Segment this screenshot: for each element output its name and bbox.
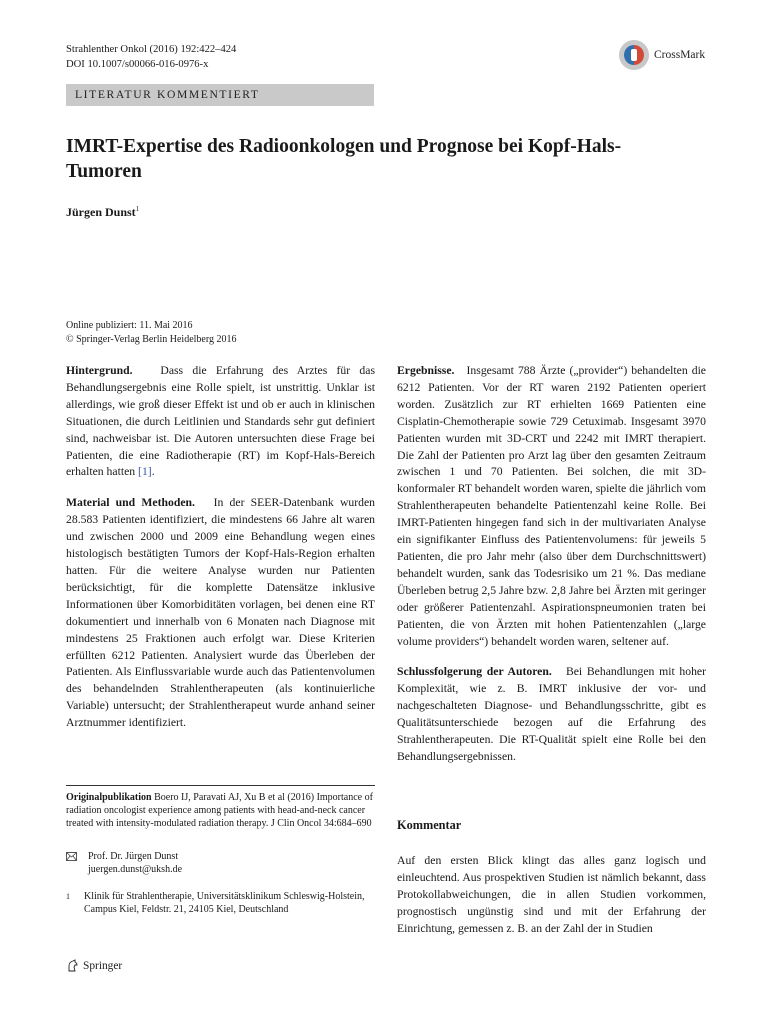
ergebnisse-text: Insgesamt 788 Ärzte („provider“) behandelten die 6212 Patienten. Vor der RT waren 2192 Patienten operiert worden. Zusätzlich zur RT erhielten 1669 Patienten eine Cisplatin-Chemotherapie sowie 729 Cetuximab. Insgesamt 3970 Patienten wurden mit 3D-CRT und 2242 mit IMRT therapiert. Die Zahl der Patienten pro Arzt lag über den gesamten Zeitraum zwischen 1 und 70 Patienten. Bei solchen, die mit 3D-konformaler RT behandelt worden waren, spielte die jährlich vom Strahlentherapeuten behandelte Patientenzahl keine Rolle. Bei IMRT-Patienten hingegen fand sich in der multivariaten Analyse ein signifikanter Einfluss des Patientenvolumens: für jeweils 5 Patienten, die pro Jahr mehr (also über dem Durchschnittswert) behandelt wurden, sank das Todesrisiko um 21 %. Das mediane Überleben betrug 2,5 Jahre bzw. 2,8 Jahre bei Ärzten mit geringer oder größerer Patientenzahl. Aspirationspneumonien traten bei Patienten, die von Ärzten mit hohen Patientenzahlen („large volume providers“) behandelt worden waren, seltener auf.: [397, 364, 706, 648]
kommentar-heading: Kommentar: [397, 818, 462, 832]
hintergrund-heading: Hintergrund.: [66, 364, 133, 377]
crossmark-badge[interactable]: [619, 38, 709, 72]
contact-name: Prof. Dr. Jürgen Dunst: [88, 851, 179, 862]
contact-block: [88, 850, 182, 876]
journal-header: [66, 42, 236, 72]
orig-text: Boero IJ, Paravati AJ, Xu B et al (2016) Importance of radiation oncologist experience among patients with head-and-neck cancer treated with intensity-modulated radiation therapy. J Clin Oncol 34:684–690: [66, 792, 373, 829]
contact-email[interactable]: juergen.dunst@uksh.de: [88, 864, 183, 875]
methoden-heading: Material und Methoden.: [66, 496, 195, 510]
section-hintergrund: [66, 363, 375, 481]
affiliation: [66, 890, 375, 916]
article-title: IMRT-Expertise des Radioonkologen und Prognose bei Kopf-Hals-Tumoren: [66, 136, 622, 182]
affiliation-text: Klinik für Strahlentherapie, Universitätsklinikum Schleswig-Holstein, Campus Kiel, Feldstr. 21, 24105 Kiel, Deutschland: [84, 891, 365, 915]
affiliation-number: 1: [66, 892, 70, 901]
author-affiliation-marker: 1: [135, 205, 140, 213]
hintergrund-end: .: [151, 465, 155, 479]
crossmark-label: CrossMark: [654, 49, 706, 61]
schluss-text: Bei Behandlungen mit hoher Komplexität, wie z. B. IMRT inklusive der vor- und nachgeschalteten Diagnose- und Behandlungsschritte, gibt es Qualitätsunterschiede bezogen auf die Erfahrung des Strahlentherapeuten. Die RT-Qualität spielt eine Rolle bei den Behandlungsergebnissen.: [397, 665, 707, 763]
orig-heading: Originalpublikation: [66, 792, 152, 803]
doi[interactable]: DOI 10.1007/s00066-016-0976-x: [66, 59, 209, 70]
section-banner: LITERATUR KOMMENTIERT: [66, 84, 374, 106]
methoden-text: In der SEER-Datenbank wurden 28.583 Patienten identifiziert, die mindestens 66 Jahre alt waren und zwischen 2000 und 2009 eine Behandlung wegen eines histologisch bestätigten Tumors der Kopf-Hals-Region erhalten hatten. Für die weitere Analyse wurden nur Patienten berücksichtigt, für die komplette Datensätze inklusive Informationen über Komorbiditäten vorlagen, bei denen eine RT dokumentiert und innerhalb von 6 Monaten nach Diagnose mit mindestens 25 Fraktionen auch erfolgt war. Diese Kriterien erfüllten 6212 Patienten. Analysiert wurde das Überleben der Patienten. Als Einflussvariable wurde auch das Patientenvolumen des behandelnden Strahlentherapeuten (als kontinuierliche Variable) untersucht; der Strahlentherapeut wurde anhand seiner Arztnummer identifiziert.: [66, 496, 376, 730]
publisher-name: Springer: [83, 959, 123, 972]
online-date: Online publiziert: 11. Mai 2016: [66, 320, 193, 331]
right-column: [397, 363, 706, 780]
footnote-divider: [66, 785, 375, 786]
hintergrund-text: Dass die Erfahrung des Arztes für das Behandlungsergebnis eine Rolle spielt, ist unstrittig. Unklar ist allerdings, wie groß dieser Effekt ist und ob er auch in klinischen Situationen, die durch Leitlinien und Standards sehr gut definiert sind, nachweisbar ist. Die Autoren untersuchten diese Frage bei Patienten, die eine Radiotherapie (RT) im Kopf-Hals-Bereich erhalten hatten: [66, 364, 376, 479]
journal-citation: Strahlenther Onkol (2016) 192:422–424: [66, 44, 237, 55]
section-methoden: [66, 495, 375, 732]
section-schlussfolgerung: [397, 664, 706, 765]
publication-info: [66, 319, 237, 347]
schluss-heading: Schlussfolgerung der Autoren.: [397, 665, 552, 679]
springer-horse-icon: [66, 959, 79, 972]
author: [66, 205, 139, 220]
copyright: © Springer-Verlag Berlin Heidelberg 2016: [66, 334, 237, 345]
envelope-icon: [66, 852, 77, 861]
kommentar-text: Auf den ersten Blick klingt das alles ganz logisch und einleuchtend. Aus prospektiven Studien ist nämlich bekannt, dass Protokollabweichungen, die in allen Studien vorkommen, prognostisch ungünstig sind und mit der Erfahrung der Einrichtung, gemessen z. B. an der Zahl der in Studien: [397, 854, 706, 935]
reference-link[interactable]: [1]: [138, 465, 152, 479]
crossmark-icon: [619, 40, 649, 70]
author-name: Jürgen Dunst: [66, 205, 136, 219]
springer-footer: [66, 959, 122, 972]
contact: [66, 850, 375, 876]
ergebnisse-heading: Ergebnisse.: [397, 364, 455, 377]
left-column: [66, 363, 375, 746]
original-publication: [66, 791, 375, 830]
section-ergebnisse: [397, 363, 706, 650]
